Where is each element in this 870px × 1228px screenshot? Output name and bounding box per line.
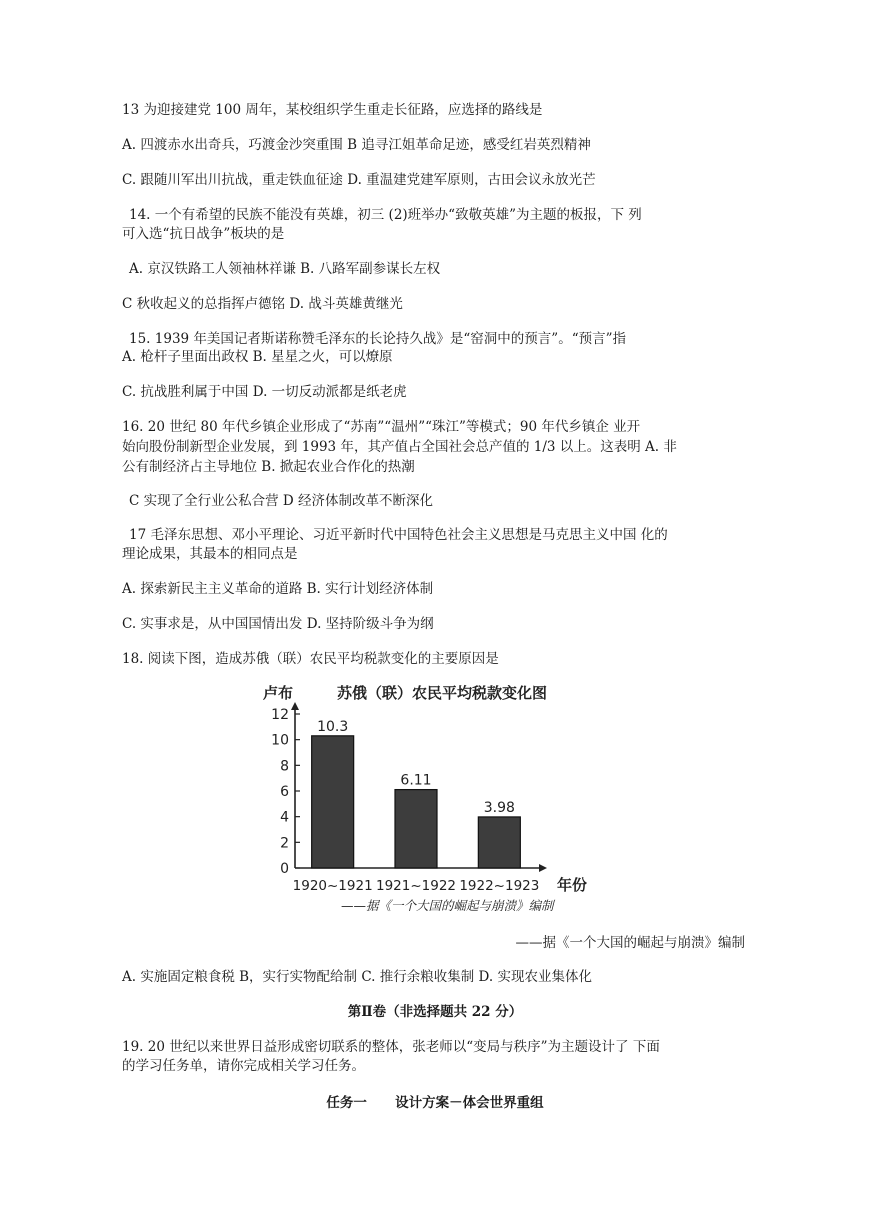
tax-bar-chart [255,680,600,915]
chart-x-tick-label: 1920~1921 [292,878,373,894]
question-13-options-ab: A. 四渡赤水出奇兵，巧渡金沙突重围 B 追寻江姐革命足迹，感受红岩英烈精神 [122,137,591,153]
question-14-line1: 14. 一个有希望的民族不能没有英雄，初三 (2)班举办“致敬英雄”为主题的板报，下 列 [129,207,642,223]
chart-data-label: 3.98 [483,799,515,816]
chart-data-label: 6.11 [400,772,432,789]
chart-source-note: ——据《一个大国的崛起与崩溃》编制 [515,935,745,951]
chart-bar [478,817,520,868]
question-17-options-ab: A. 探索新民主主义革命的道路 B. 实行计划经济体制 [122,581,434,597]
chart-caption: ——据《一个大国的崛起与崩溃》编制 [341,898,554,913]
chart-y-tick-label: 0 [280,861,289,877]
chart-x-axis-arrow [539,864,547,872]
question-15-options-cd: C. 抗战胜利属于中国 D. 一切反动派都是纸老虎 [122,384,407,400]
question-17-options-cd: C. 实事求是，从中国国情出发 D. 坚持阶级斗争为纲 [122,616,434,632]
chart-y-tick-label: 10 [271,732,289,749]
question-15-options-ab: A. 枪杆子里面出政权 B. 星星之火，可以燎原 [122,349,393,365]
question-15-line1: 15. 1939 年美国记者斯诺称赞毛泽东的长论持久战》是“窑洞中的预言”。“预言”指 [129,331,627,347]
question-16-line1: 16. 20 世纪 80 年代乡镇企业形成了“苏南”“温州”“珠江”等模式；90 年代乡镇企 业开 [122,419,641,435]
question-17-line1: 17 毛泽东思想、邓小平理论、习近平新时代中国特色社会主义思想是马克思主义中国 化的 [129,527,668,543]
section-2-heading: 第Ⅱ卷（非选择题共 22 分） [347,1004,523,1020]
chart-y-tick-label: 6 [280,784,289,800]
question-18-options: A. 实施固定粮食税 B，实行实物配给制 C. 推行余粮收集制 D. 实现农业集体化 [122,969,592,985]
question-14-options-cd: C 秋收起义的总指挥卢德铭 D. 战斗英雄黄继光 [122,296,403,312]
chart-y-tick-label: 2 [280,835,289,852]
chart-title: 苏俄（联）农民平均税款变化图 [337,684,548,702]
tax-bar-chart-svg [255,680,600,915]
question-19-line1: 19. 20 世纪以来世界日益形成密切联系的整体，张老师以“变局与秩序”为主题设计了 下面 [122,1039,660,1055]
question-14-options-ab: A. 京汉铁路工人领袖林祥谦 B. 八路军副参谋长左权 [129,261,441,277]
chart-x-tick-label: 1921~1922 [375,878,457,894]
chart-ylabel: 卢布 [263,684,294,702]
chart-data-label: 10.3 [317,718,349,735]
chart-bar [395,790,437,868]
task-1-heading: 任务一 设计方案－体会世界重组 [326,1095,544,1111]
chart-x-tick-label: 1922~1923 [459,878,540,894]
question-17-line2: 理论成果，其最本的相同点是 [122,546,298,562]
question-16-options-cd: C 实现了全行业公私合营 D 经济体制改革不断深化 [129,493,434,509]
chart-xlabel: 年份 [557,876,588,894]
question-19-line2: 的学习任务单，请你完成相关学习任务。 [122,1058,365,1074]
chart-y-tick-label: 12 [271,707,289,723]
chart-y-axis-arrow [291,702,299,710]
chart-bar [312,736,354,868]
chart-y-tick-label: 8 [280,758,289,775]
question-13-options-cd: C. 跟随川军出川抗战，重走铁血征途 D. 重温建党建军原则，古田会议永放光芒 [122,172,596,188]
question-16-line2: 始向股份制新型企业发展，到 1993 年，其产值占全国社会总产值的 1/3 以上。这表明 A. 非 [122,439,677,455]
question-13: 13 为迎接建党 100 周年，某校组织学生重走长征路，应选择的路线是 [122,102,543,118]
question-14-line2: 可入选“抗日战争”板块的是 [122,226,285,242]
question-16-line3: 公有制经济占主导地位 B. 掀起农业合作化的热潮 [122,459,415,475]
question-18-line1: 18. 阅读下图，造成苏俄（联）农民平均税款变化的主要原因是 [122,651,499,667]
chart-y-tick-label: 4 [280,809,289,826]
